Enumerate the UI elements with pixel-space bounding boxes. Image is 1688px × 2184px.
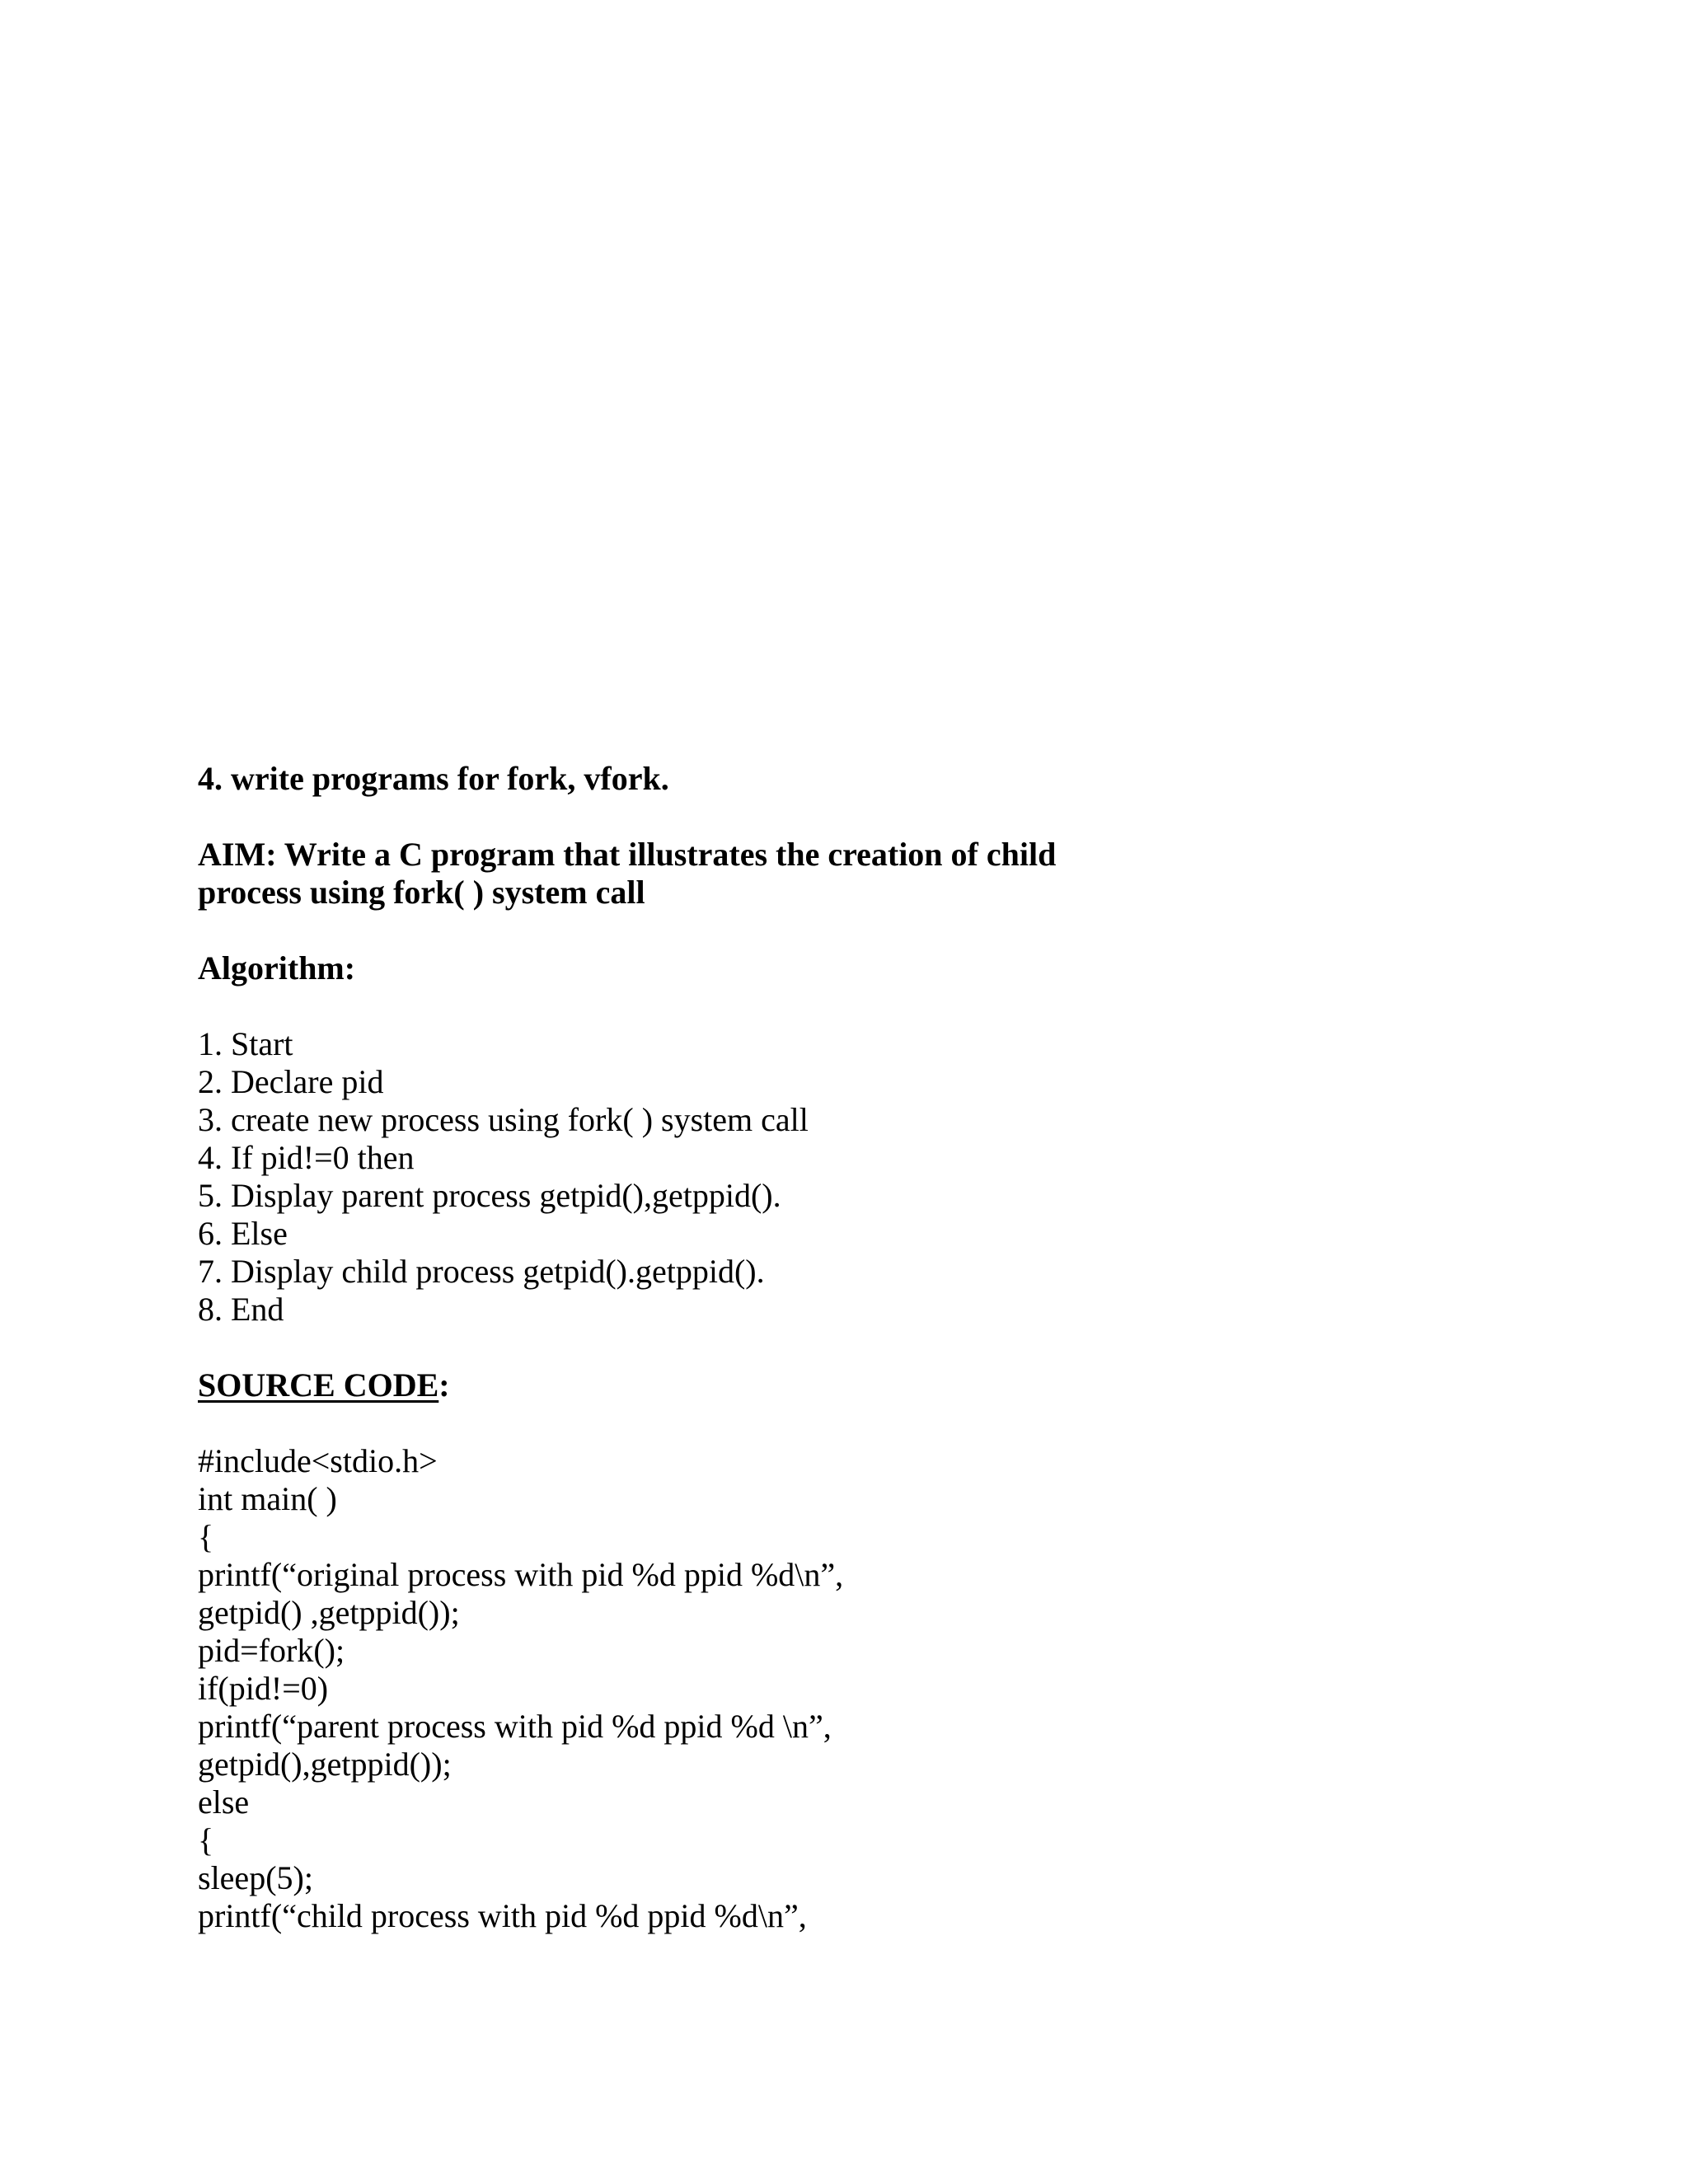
spacer bbox=[198, 1329, 1517, 1366]
code-line: if(pid!=0) bbox=[198, 1670, 329, 1707]
algorithm-step: 2. Declare pid bbox=[198, 1063, 384, 1100]
code-line: printf(“parent process with pid %d ppid %d \n”, bbox=[198, 1708, 832, 1745]
spacer bbox=[198, 987, 1517, 1025]
code-line: { bbox=[198, 1821, 214, 1858]
algorithm-step: 7. Display child process getpid().getppid(). bbox=[198, 1253, 765, 1290]
code-line: { bbox=[198, 1518, 214, 1555]
spacer bbox=[198, 798, 1517, 836]
spacer bbox=[198, 912, 1517, 949]
algorithm-title: Algorithm: bbox=[198, 949, 356, 987]
algorithm-step: 5. Display parent process getpid(),getppid(). bbox=[198, 1177, 781, 1214]
code-line: sleep(5); bbox=[198, 1859, 313, 1896]
algorithm-step: 4. If pid!=0 then bbox=[198, 1139, 415, 1176]
source-code-title bbox=[198, 1366, 1517, 1404]
algorithm-step: 6. Else bbox=[198, 1215, 288, 1252]
code-line: getpid() ,getppid()); bbox=[198, 1594, 460, 1631]
spacer bbox=[198, 1404, 1517, 1442]
code-line: else bbox=[198, 1783, 250, 1821]
algorithm-step: 1. Start bbox=[198, 1025, 293, 1062]
code-line: int main( ) bbox=[198, 1480, 337, 1517]
algorithm-step: 8. End bbox=[198, 1291, 284, 1328]
aim-line-2: process using fork( ) system call bbox=[198, 874, 645, 911]
code-line: getpid(),getppid()); bbox=[198, 1746, 452, 1783]
algorithm-step: 3. create new process using fork( ) system call bbox=[198, 1101, 809, 1138]
code-line: #include<stdio.h> bbox=[198, 1442, 438, 1479]
aim-line-1: AIM: Write a C program that illustrates the creation of child bbox=[198, 836, 1057, 873]
code-line: pid=fork(); bbox=[198, 1632, 345, 1669]
code-line: printf(“original process with pid %d ppid %d\n”, bbox=[198, 1556, 844, 1593]
section-heading: 4. write programs for fork, vfork. bbox=[198, 760, 669, 797]
page-content bbox=[198, 760, 1517, 1935]
source-code-title-colon: : bbox=[438, 1366, 450, 1404]
source-code-title-text: SOURCE CODE bbox=[198, 1366, 439, 1404]
code-line: printf(“child process with pid %d ppid %d\n”, bbox=[198, 1897, 807, 1934]
